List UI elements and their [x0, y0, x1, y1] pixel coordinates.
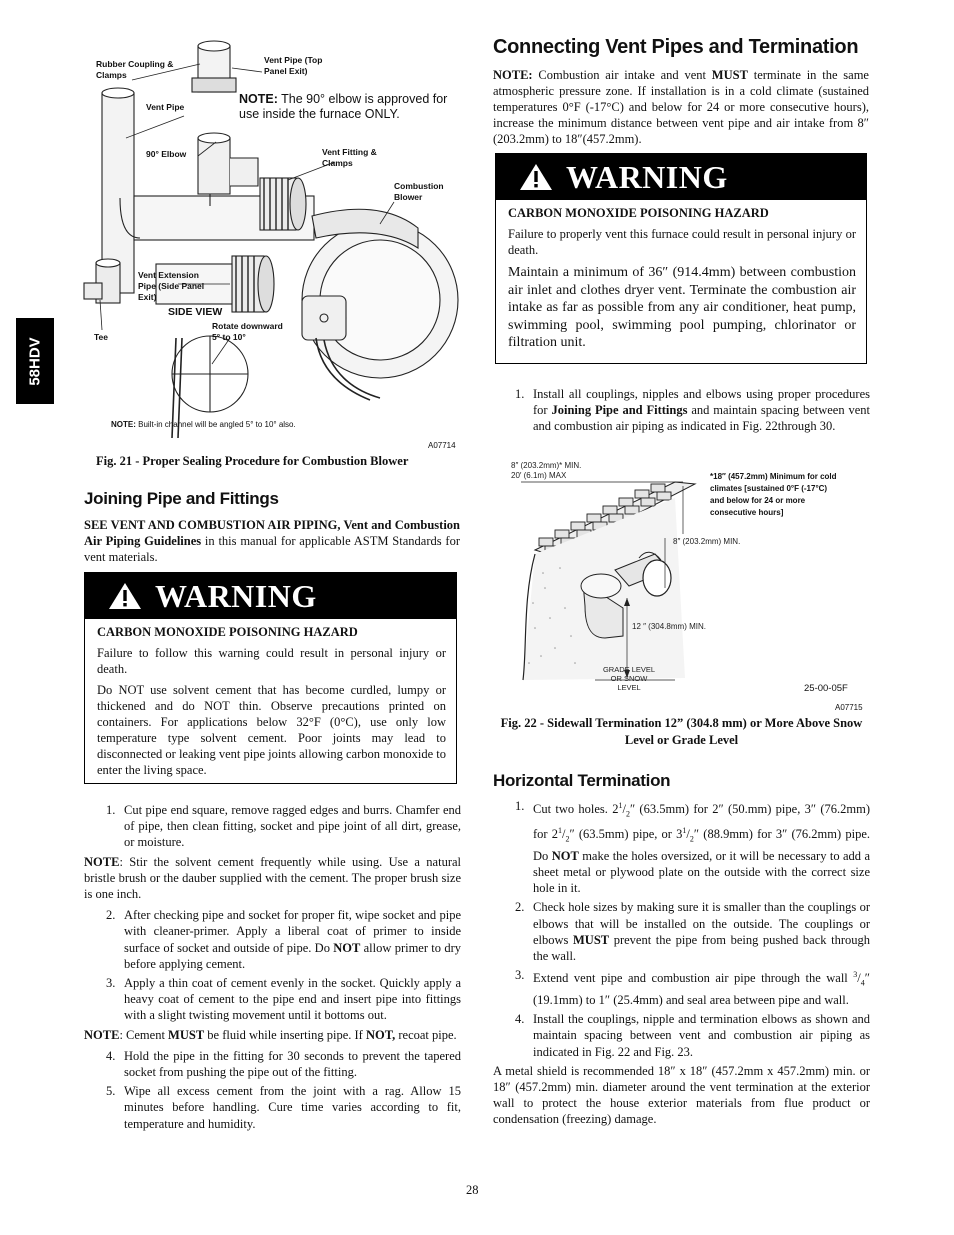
side-tab-label: 58HDV: [26, 336, 44, 386]
fig22-label-top-2: 20′ (6.1m) MAX: [511, 471, 567, 480]
joining-step-2-post: allow primer to dry before applying cement.: [124, 940, 461, 971]
connecting-steps: [493, 386, 870, 438]
h3-b: ″ (19.1mm) to 1″ (25.4mm) and seal area between pipe and wall.: [533, 971, 870, 1007]
fig22-label-grade: GRADE LEVEL OR SNOW LEVEL: [602, 665, 656, 692]
connecting-step-1: 1. Install all couplings, nipples and elbows using proper procedures for Joining Pipe and Fittings and maintain spacing between vent and combustion air piping as indicated in Fig. 22through 30.: [515, 387, 870, 434]
joining-step-2-pre: After checking pipe and socket for proper fit, wipe socket and pipe with cleaner-primer. Apply a liberal coat of primer to inside surface of socket and outside of pipe. Do: [124, 908, 461, 955]
h2-a: Check hole sizes by making sure it is smaller than the couplings or elbows that will be installed on the outside. The couplings or elbows: [533, 900, 870, 947]
joining-note-2-must: MUST: [168, 1027, 205, 1042]
connecting-note-label: NOTE:: [493, 68, 533, 82]
joining-note-2-label: NOTE: [84, 1027, 120, 1042]
joining-warning-p2: Do NOT use solvent cement that has become curdled, lumpy or thickened and do NOT thin. Observe precautions printed on containers. For applications below 32°F (0°C), use only low temperature type solvent cement. Poor joints may lead to disconnected or leaking vent pipe joints allowing carbon monoxide to enter the living space.: [97, 683, 446, 777]
fig22-doc-code: 25-00-05F: [804, 683, 848, 694]
joining-intro: [84, 517, 460, 565]
h1-p7: 1: [682, 825, 687, 835]
joining-heading: Joining Pipe and Fittings: [84, 489, 279, 508]
joining-note-1: [84, 854, 461, 903]
fig21-label-vent-pipe-top: Vent Pipe (Top Panel Exit): [264, 55, 323, 76]
fig21-label-vent-pipe: Vent Pipe: [146, 102, 185, 112]
h1-p1: 1: [618, 801, 623, 810]
connecting-step-1-a: Install all couplings, nipples and elbows using proper procedures for: [533, 387, 870, 418]
horizontal-steps: [493, 798, 870, 1128]
horizontal-heading: Horizontal Termination: [493, 771, 671, 790]
fig21-caption: Fig. 21 - Proper Sealing Procedure for Combustion Blower: [96, 454, 409, 468]
connecting-warning-p2: Maintain a minimum of 36″ (914.4mm) between combustion air inlet and clothes dryer vent. Terminate the combustion air intake as far as possible from any air conditioner, heat pump, swimming pool, swimming pool pumping, chlorinator or filtration unit.: [508, 265, 856, 350]
joining-step-3: 3. Apply a thin coat of cement evenly in the socket. Quickly apply a heavy coat of cement to the pipe end and insert pipe into fittings with a slight twisting movement until it bottoms out.: [106, 976, 461, 1023]
h3-sub: 4: [860, 978, 865, 988]
fig21-label-tee: Tee: [94, 332, 109, 342]
h1-p3: ″ (63.5mm) for 2″ (50.mm) pipe, 3″ (76.2mm) for 2: [533, 802, 870, 842]
fig21-label-vent-extension: Vent Extension Pipe (Side Panel Exit): [138, 270, 205, 302]
joining-step-1-text: Cut pipe end square, remove ragged edges and burrs. Chamfer end of pipe, then clean fitting, socket and pipe joint of all dirt, grease, or moisture.: [124, 803, 461, 850]
connecting-warning-box: [495, 153, 867, 364]
joining-step-2-bold: NOT: [333, 940, 361, 955]
h1-p5: 2: [565, 834, 570, 844]
fig22-label-8min: 8″ (203.2mm) MIN.: [673, 537, 741, 546]
joining-note-1-label: NOTE: [84, 854, 120, 869]
fig21-label-vent-fitting: Vent Fitting & Clamps: [322, 147, 377, 168]
fig21-code: A07714: [428, 441, 456, 450]
connecting-heading: Connecting Vent Pipes and Termination: [493, 36, 859, 58]
h1-p10: NOT: [551, 848, 579, 863]
connecting-note-a: Combustion air intake and vent: [532, 68, 712, 82]
fig21-note: [239, 92, 464, 122]
joining-steps: [84, 802, 461, 1135]
joining-step-1: 1. Cut pipe end square, remove ragged edges and burrs. Chamfer end of pipe, then clean fitting, socket and pipe joint of all dirt, grease, or moisture.: [106, 803, 461, 850]
joining-step-4: 4. Hold the pipe in the fitting for 30 seconds to prevent the tapered socket from pushing the pipe out of the fitting.: [106, 1048, 461, 1080]
fig21-note-label: NOTE:: [239, 92, 278, 106]
fig21-bottom-note-label: NOTE:: [111, 420, 136, 429]
h1-p11: make the holes oversized, or it will be necessary to add a sheet metal or plywood plate on the outside with the correct size hole in it.: [533, 848, 870, 896]
joining-warning-p1: Failure to follow this warning could result in personal injury or death.: [97, 646, 446, 676]
fig21-label-side-view: SIDE VIEW: [168, 306, 223, 318]
h1-p8: 2: [689, 834, 694, 844]
connecting-note-must: MUST: [711, 68, 748, 82]
h1-p2: 2: [625, 809, 630, 819]
fig21-label-elbow: 90° Elbow: [146, 149, 187, 159]
fig22-label-cold: *18″ (457.2mm) Minimum for cold climates [sustained 0°F (-17°C) and below for 24 or more consecutive hours]: [710, 472, 837, 517]
joining-note-1-text: : Stir the solvent cement frequently while using. Use a natural bristle brush or the dauber supplied with the cement. The proper brush size is one inch.: [84, 854, 461, 902]
joining-step-4-text: Hold the pipe in the fitting for 30 seconds to prevent the tapered socket from pushing the pipe out of the fitting.: [124, 1048, 461, 1080]
fig21-bottom-note-text: Built-in channel will be angled 5° to 10° also.: [138, 420, 296, 429]
connecting-warning-word: WARNING: [566, 158, 728, 195]
h3-sup: 3: [853, 970, 858, 980]
fig22-caption: Fig. 22 - Sidewall Termination 12” (304.8 mm) or More Above Snow Level or Grade Level: [500, 716, 863, 747]
connecting-warning-bar: [496, 154, 866, 200]
connecting-step-1-bold: Joining Pipe and Fittings: [551, 403, 688, 418]
side-tab: [16, 318, 54, 404]
h1-p4: 1: [558, 825, 563, 835]
joining-intro-rest: in this manual for applicable ASTM Standards for vent materials.: [84, 534, 460, 564]
warning-triangle-icon: [518, 162, 554, 192]
joining-note-2-c: recoat pipe.: [395, 1027, 457, 1042]
joining-note-2-not: NOT,: [365, 1027, 396, 1042]
joining-intro-bold: SEE VENT AND COMBUSTION AIR PIPING, Vent and Combustion Air Piping Guidelines: [84, 518, 460, 548]
connecting-note: [493, 67, 869, 147]
fig21-label-rubber-coupling: Rubber Coupling & Clamps: [96, 59, 174, 80]
h3-a: Extend vent pipe and combustion air pipe through the wall: [533, 971, 854, 986]
connecting-step-1-b: and maintain spacing between vent and combustion air piping as indicated in Fig. 22through 30.: [533, 403, 870, 434]
h2-must: MUST: [573, 932, 610, 947]
joining-warning-bar: [85, 573, 456, 619]
fig21-label-rotate: Rotate downward 5° to 10°: [212, 321, 283, 342]
warning-triangle-icon: [107, 581, 143, 611]
fig21-bottom-note: [111, 420, 296, 429]
horizontal-step-3: 3. Extend vent pipe and combustion air pipe through the wall $^3/_4''$ (19.1mm) to 1″ (25.4mm) and seal area between pipe and wall.: [515, 968, 870, 1007]
fig22-label-top: [511, 461, 581, 481]
horizontal-step-2: 2. Check hole sizes by making sure it is smaller than the couplings or elbows that will be installed on the outside. The couplings or elbows MUST prevent the pipe from being pushed back through the wall.: [515, 900, 870, 963]
joining-warning-word: WARNING: [155, 577, 317, 614]
connecting-note-b: terminate in the same atmospheric pressure zone. If installation is in a cold climate (sustained temperatures 0°F (-17°C) and below for 24 or more consecutive hours), increase the minimum distance between vent pipe and air intake from 8″ (203.2mm) to 18″(457.2mm).: [493, 68, 869, 146]
joining-note-2-b: be fluid while inserting pipe. If: [204, 1027, 366, 1042]
joining-step-5-text: Wipe all excess cement from the joint with a rag. Allow 15 minutes before handling. Cure time varies according to fit, temperature and humidity.: [124, 1084, 461, 1131]
horizontal-step-4: 4. Install the couplings, nipple and termination elbows as shown and maintain spacing between vent and combustion air piping as indicated in Fig. 22 and Fig. 23.: [515, 1012, 870, 1059]
joining-note-2-a: : Cement: [119, 1027, 169, 1042]
fig22-code: A07715: [835, 703, 863, 712]
horizontal-closing: A metal shield is recommended 18″ x 18″ (457.2mm x 457.2mm) min. or 18″ (457.2mm) min. diameter around the vent termination at the exterior wall to protect the house exterior materials from flue product or condensation (freezing) damage.: [493, 1063, 870, 1127]
h1-p9: ″ (88.9mm) for 3″ (76.2mm) pipe. Do: [533, 827, 870, 863]
horizontal-step-4-text: Install the couplings, nipple and termination elbows as shown and maintain spacing between vent and combustion air piping as indicated in Fig. 22 and Fig. 23.: [533, 1012, 870, 1059]
connecting-warning-title: CARBON MONOXIDE POISONING HAZARD: [508, 206, 769, 220]
h1-p0: Cut two holes. 2: [533, 802, 619, 817]
fig22-label-top-1: 8″ (203.2mm)* MIN.: [511, 461, 582, 470]
joining-note-2: [84, 1027, 461, 1043]
h1-p6: ″ (63.5mm) pipe, or 3: [569, 827, 683, 842]
joining-warning-title: CARBON MONOXIDE POISONING HAZARD: [97, 625, 358, 639]
fig21-note-text: The 90° elbow is approved for use inside the furnace ONLY.: [239, 92, 448, 121]
h2-b: prevent the pipe from being pushed back through the wall.: [533, 932, 870, 963]
joining-step-3-text: Apply a thin coat of cement evenly in the socket. Quickly apply a heavy coat of cement to the pipe end and insert pipe into fittings with a slight twisting movement until it bottoms out.: [124, 976, 461, 1023]
fig21-label-combustion-blower: Combustion Blower: [394, 181, 444, 202]
joining-step-2: 2. After checking pipe and socket for proper fit, wipe socket and pipe with cleaner-primer. Apply a liberal coat of primer to inside surface of socket and outside of pipe. Do NOT allow primer to dry before applying cement.: [106, 908, 461, 971]
horizontal-step-1: 1. Cut two holes. $2^1/_2''$ (63.5mm) for 2″ (50.mm) pipe, 3″ (76.2mm) for $2^1/_2''$ (63.5mm) pipe, or $3^1/_2''$ (88.9mm) for 3″ (76.2mm) pipe. Do NOT make the holes oversized, or it will be necessary to add a sheet metal or plywood plate on the outside with the correct size hole in it.: [515, 799, 870, 896]
joining-step-5: 5. Wipe all excess cement from the joint with a rag. Allow 15 minutes before handling. Cure time varies according to fit, temperature and humidity.: [106, 1084, 461, 1131]
connecting-warning-p1: Failure to properly vent this furnace could result in personal injury or death.: [508, 227, 856, 257]
page-number: 28: [466, 1183, 479, 1197]
joining-warning-box: [84, 572, 457, 784]
fig22-label-12min: 12 ″ (304.8mm) MIN.: [632, 622, 706, 631]
